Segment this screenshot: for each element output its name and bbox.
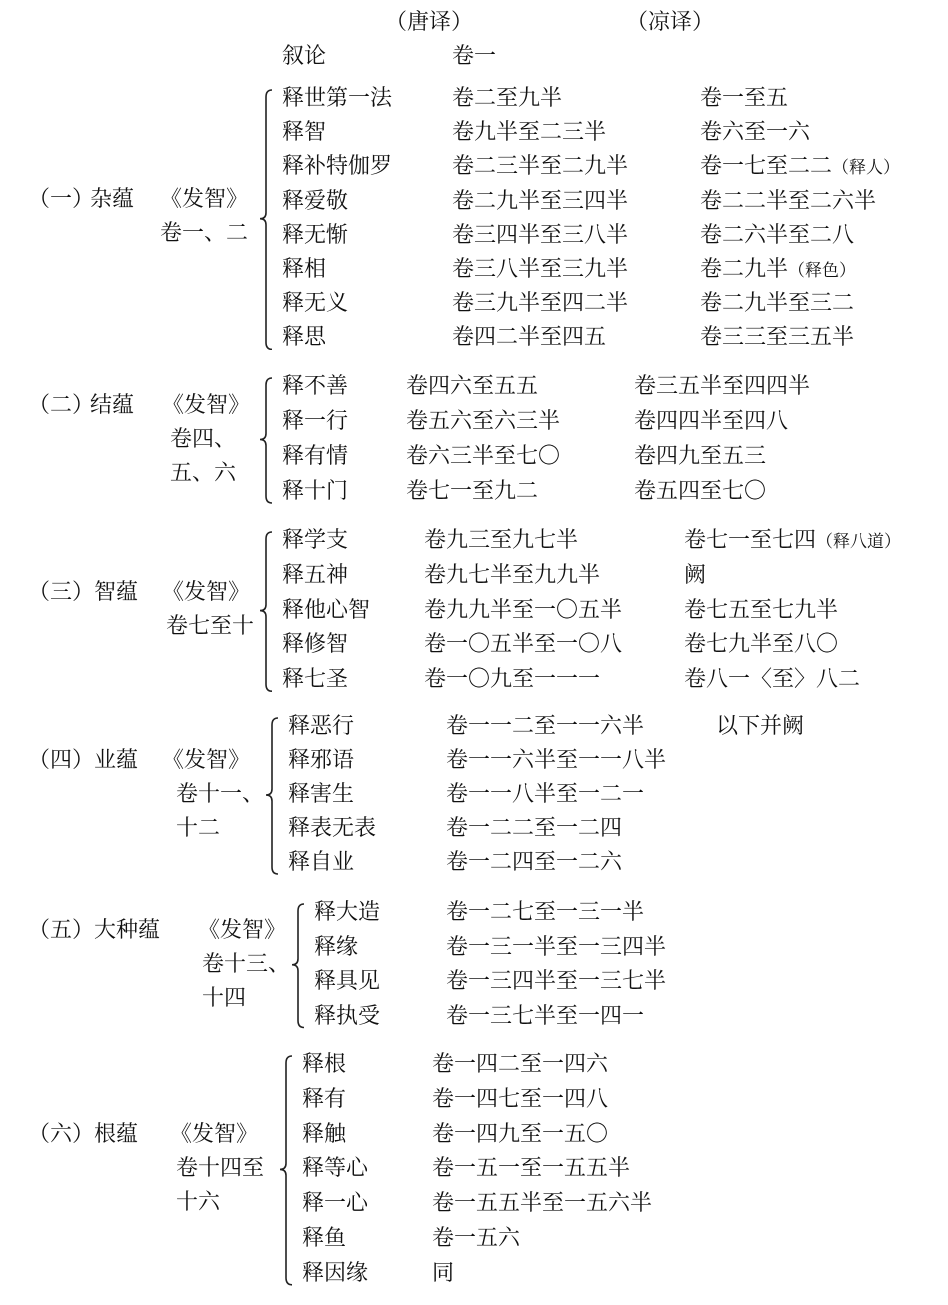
tang-volume: 卷一四二至一四六 — [432, 1052, 609, 1077]
tang-volume: 卷九三至九七半 — [424, 528, 579, 553]
section-source: 《发智》 — [198, 918, 287, 943]
item-label: 释因缘 — [302, 1260, 369, 1286]
item-label: 释根 — [302, 1052, 347, 1077]
section-number: （三） — [28, 580, 95, 605]
item-label: 释一行 — [282, 409, 349, 434]
preface-tang-volume: 卷一 — [452, 44, 497, 69]
section-number: （六） — [28, 1122, 95, 1147]
section-volume-range: 十二 — [176, 816, 221, 841]
liang-volume: 卷六至一六 — [700, 120, 811, 146]
tang-volume: 卷一一二至一一六半 — [446, 714, 645, 739]
section-number: （一） — [28, 187, 95, 212]
section-source: 《发智》 — [162, 580, 251, 605]
liang-note: （释人） — [832, 158, 901, 179]
item-label: 释害生 — [288, 782, 355, 807]
item-label: 释大造 — [314, 900, 381, 925]
tang-volume: 卷一〇九至一一一 — [424, 667, 601, 693]
tang-volume: 卷九九半至一〇五半 — [424, 597, 623, 623]
liang-volume: 卷二九半至三二 — [700, 291, 855, 317]
liang-volume: 卷三五半至四四半 — [634, 374, 811, 399]
item-label: 释自业 — [288, 850, 355, 875]
item-label: 释邪语 — [288, 748, 355, 773]
item-label: 释七圣 — [282, 667, 349, 693]
liang-volume: 卷三三至三五半 — [700, 325, 855, 351]
item-label: 释具见 — [314, 969, 381, 994]
liang-volume: 以下并阙 — [716, 714, 805, 739]
section-name: 结蕴 — [90, 393, 135, 418]
item-label: 释无义 — [282, 291, 349, 317]
preface-label: 叙论 — [282, 44, 327, 69]
item-label: 释触 — [302, 1121, 347, 1147]
tang-volume: 卷一四七至一四八 — [432, 1086, 609, 1112]
item-label: 释无惭 — [282, 222, 349, 248]
curly-brace — [264, 717, 280, 875]
tang-volume: 卷一五五半至一五六半 — [432, 1191, 653, 1217]
liang-volume: 卷五四至七〇 — [634, 479, 767, 504]
section-name: 业蕴 — [94, 748, 139, 773]
section-name: 杂蕴 — [90, 187, 135, 212]
section-name: 大种蕴 — [94, 918, 161, 943]
tang-volume: 卷一四九至一五〇 — [432, 1121, 609, 1147]
section-volume-range: 卷十一、 — [176, 782, 265, 807]
item-label: 释恶行 — [288, 714, 355, 739]
section-volume-range: 卷十三、 — [202, 952, 291, 977]
tang-volume: 卷二三半至二九半 — [452, 154, 629, 180]
tang-volume: 卷三四半至三八半 — [452, 222, 629, 248]
tang-volume: 卷三八半至三九半 — [452, 257, 629, 282]
liang-note: （释色） — [788, 261, 857, 281]
header-liang-label: （凉译） — [626, 10, 715, 35]
liang-volume: 阙 — [684, 562, 707, 588]
tang-volume: 卷一二七至一三一半 — [446, 900, 645, 925]
curly-brace — [278, 1055, 294, 1286]
section-number: （四） — [28, 748, 95, 773]
liang-volume — [700, 154, 900, 181]
item-label: 释爱敬 — [282, 188, 349, 214]
curly-brace — [290, 903, 306, 1029]
item-label: 释表无表 — [288, 816, 377, 841]
item-label: 释五神 — [282, 562, 349, 588]
item-label: 释一心 — [302, 1191, 369, 1217]
section-volume-range: 五、六 — [170, 461, 237, 486]
liang-volume: 卷七九半至八〇 — [684, 632, 839, 658]
liang-volume — [700, 257, 856, 284]
item-label: 释学支 — [282, 528, 349, 553]
item-label: 释他心智 — [282, 597, 371, 623]
section-volume-range: 十六 — [176, 1190, 221, 1215]
liang-volume: 卷四九至五三 — [634, 444, 767, 469]
tang-volume: 卷四二半至四五 — [452, 325, 607, 351]
item-label: 释补特伽罗 — [282, 154, 393, 180]
tang-volume: 卷五六至六三半 — [406, 409, 561, 434]
tang-volume: 卷一五六 — [432, 1226, 521, 1251]
item-label: 释有情 — [282, 444, 349, 469]
item-label: 释鱼 — [302, 1226, 347, 1251]
tang-volume: 卷一三四半至一三七半 — [446, 969, 667, 994]
tang-volume: 卷七一至九二 — [406, 479, 539, 504]
section-volume-range: 十四 — [202, 986, 247, 1011]
section-source: 《发智》 — [162, 393, 251, 418]
item-label: 释不善 — [282, 374, 349, 399]
section-volume-range: 卷一、二 — [160, 221, 249, 246]
section-volume-range: 卷十四至 — [176, 1156, 265, 1181]
curly-brace — [258, 377, 274, 504]
section-source: 《发智》 — [160, 187, 249, 212]
liang-volume: 卷七五至七九半 — [684, 597, 839, 623]
tang-volume: 卷一五一至一五五半 — [432, 1156, 631, 1182]
section-name: 智蕴 — [94, 580, 139, 605]
item-label: 释十门 — [282, 479, 349, 504]
item-label: 释有 — [302, 1086, 347, 1112]
liang-volume — [684, 528, 901, 555]
liang-volume: 卷一至五 — [700, 86, 789, 111]
tang-volume: 卷九七半至九九半 — [424, 562, 601, 588]
item-label: 释修智 — [282, 632, 349, 658]
tang-volume: 卷九半至二三半 — [452, 120, 607, 146]
liang-volume-text: 卷七一至七四 — [684, 528, 817, 553]
section-volume-range: 卷四、 — [170, 427, 237, 452]
tang-volume: 卷一一六半至一一八半 — [446, 748, 667, 773]
section-number: （五） — [28, 918, 95, 943]
tang-volume: 卷一二二至一二四 — [446, 816, 623, 841]
tang-volume: 卷一二四至一二六 — [446, 850, 623, 875]
liang-note: （释八道） — [816, 532, 902, 552]
item-label: 释等心 — [302, 1156, 369, 1182]
tang-volume: 卷一三一半至一三四半 — [446, 934, 667, 960]
section-volume-range: 卷七至十 — [166, 614, 255, 639]
tang-volume: 卷一一八半至一二一 — [446, 782, 645, 807]
liang-volume: 卷二二半至二六半 — [700, 188, 877, 214]
section-source: 《发智》 — [162, 748, 251, 773]
item-label: 释思 — [282, 325, 327, 351]
liang-volume-text: 卷一七至二二 — [700, 154, 833, 180]
item-label: 释智 — [282, 120, 327, 146]
tang-volume: 卷二九半至三四半 — [452, 188, 629, 214]
item-label: 释执受 — [314, 1003, 381, 1029]
section-source: 《发智》 — [170, 1122, 259, 1147]
liang-volume: 卷四四半至四八 — [634, 409, 789, 434]
item-label: 释世第一法 — [282, 86, 393, 111]
item-label: 释缘 — [314, 934, 359, 960]
tang-volume: 同 — [432, 1260, 455, 1286]
curly-brace — [258, 89, 274, 350]
item-label: 释相 — [282, 257, 327, 282]
tang-volume: 卷四六至五五 — [406, 374, 539, 399]
liang-volume: 卷八一〈至〉八二 — [684, 667, 861, 693]
header-tang-label: （唐译） — [385, 10, 474, 35]
liang-volume: 卷二六半至二八 — [700, 222, 855, 248]
tang-volume: 卷六三半至七〇 — [406, 444, 561, 469]
section-number: （二） — [28, 393, 95, 418]
tang-volume: 卷一〇五半至一〇八 — [424, 632, 623, 658]
curly-brace — [258, 531, 274, 692]
tang-volume: 卷三九半至四二半 — [452, 291, 629, 317]
tang-volume: 卷二至九半 — [452, 86, 563, 111]
tang-volume: 卷一三七半至一四一 — [446, 1003, 645, 1029]
liang-volume-text: 卷二九半 — [700, 257, 789, 282]
section-name: 根蕴 — [94, 1122, 139, 1147]
